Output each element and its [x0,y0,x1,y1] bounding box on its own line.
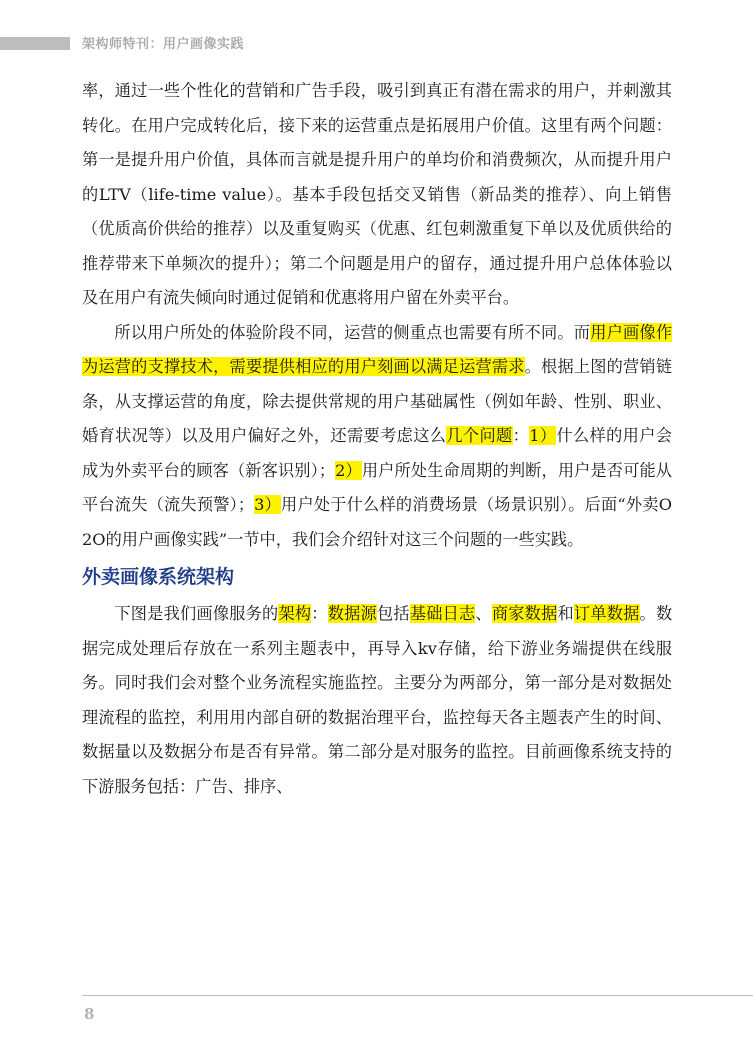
running-header-title: 架构师特刊：用户画像实践 [82,37,245,52]
highlight-architecture: 架构 [278,604,312,623]
paragraph-text: 率，通过一些个性化的营销和广告手段，吸引到真正有潜在需求的用户，并刺激其转化。在用户完成转化后，接下来的运营重点是拓展用户价值。这里有两个问题：第一是提升用户价值，具体而言就是提升用户的单均价和消费频次，从而提升用户的LTV（life-time value）。基本手段包括交叉销售（新品类的推荐）、向上销售（优质高价供给的推荐）以及重复购买（优惠、红包刺激重复下单以及优质供给的推荐带来下单频次的提升）；第二个问题是用户的留存，通过提升用户总体体验以及在用户有流失倾向时通过促销和优惠将用户留在外卖平台。 [82,81,672,307]
page-number: 8 [84,1005,95,1023]
highlight-several-questions: 几个问题 [446,426,513,445]
footer-divider [82,995,753,996]
highlight-item-2: 2） [335,460,362,480]
text-run: 、 [475,604,492,623]
text-run: 下图是我们画像服务的 [114,604,279,623]
text-run: 。根据上图的营销链条，从支撑运营的角度，除去提供常规的用户基础属性（例如年龄、性别、职业、婚育状况等）以及用户偏好之外，还需要考虑这么 [82,357,673,445]
paragraph-portrait-requirements [82,316,672,558]
text-run: 用户处于什么样的消费场景（场景识别）。后面“外卖O2O的用户画像实践”一节中，我们会介绍针对这三个问题的一些实践。 [82,495,672,549]
highlight-item-1: 1） [529,426,557,445]
highlight-portrait-support: 用户画像作为运营的支撑技术，需要提供相应的用户刻画以满足运营需求 [82,322,673,376]
page-content [82,74,672,804]
paragraph-operations-value [82,74,672,316]
text-run: ： [311,604,328,623]
text-run: 和 [557,604,574,623]
text-run: 什么样的用户会成为外卖平台的顾客（新客识别）； [82,426,672,480]
text-run: 用户所处生命周期的判断，用户是否可能从平台流失（流失预警）； [82,460,672,514]
paragraph-architecture [82,597,672,804]
highlight-order-data: 订单数据 [573,604,640,623]
text-run: ： [512,426,530,445]
highlight-data-source: 数据源 [327,604,377,623]
text-run: 包括 [376,604,410,623]
highlight-base-logs: 基础日志 [409,604,476,623]
section-heading: 外卖画像系统架构 [82,566,235,588]
highlight-item-3: 3） [254,495,282,514]
highlight-merchant-data: 商家数据 [491,604,558,623]
header-bar [0,37,70,50]
text-run: 所以用户所处的体验阶段不同，运营的侧重点也需要有所不同。而 [114,322,591,342]
text-run: 。数据完成处理后存放在一系列主题表中，再导入kv存储，给下游业务端提供在线服务。同时我们会对整个业务流程实施监控。主要分为两部分，第一部分是对数据处理流程的监控，利用用内部自研的数据治理平台，监控每天各主题表产生的时间、数据量以及数据分布是否有异常。第二部分是对服务的监控。目前画像系统支持的下游服务包括：广告、排序、 [82,604,673,796]
